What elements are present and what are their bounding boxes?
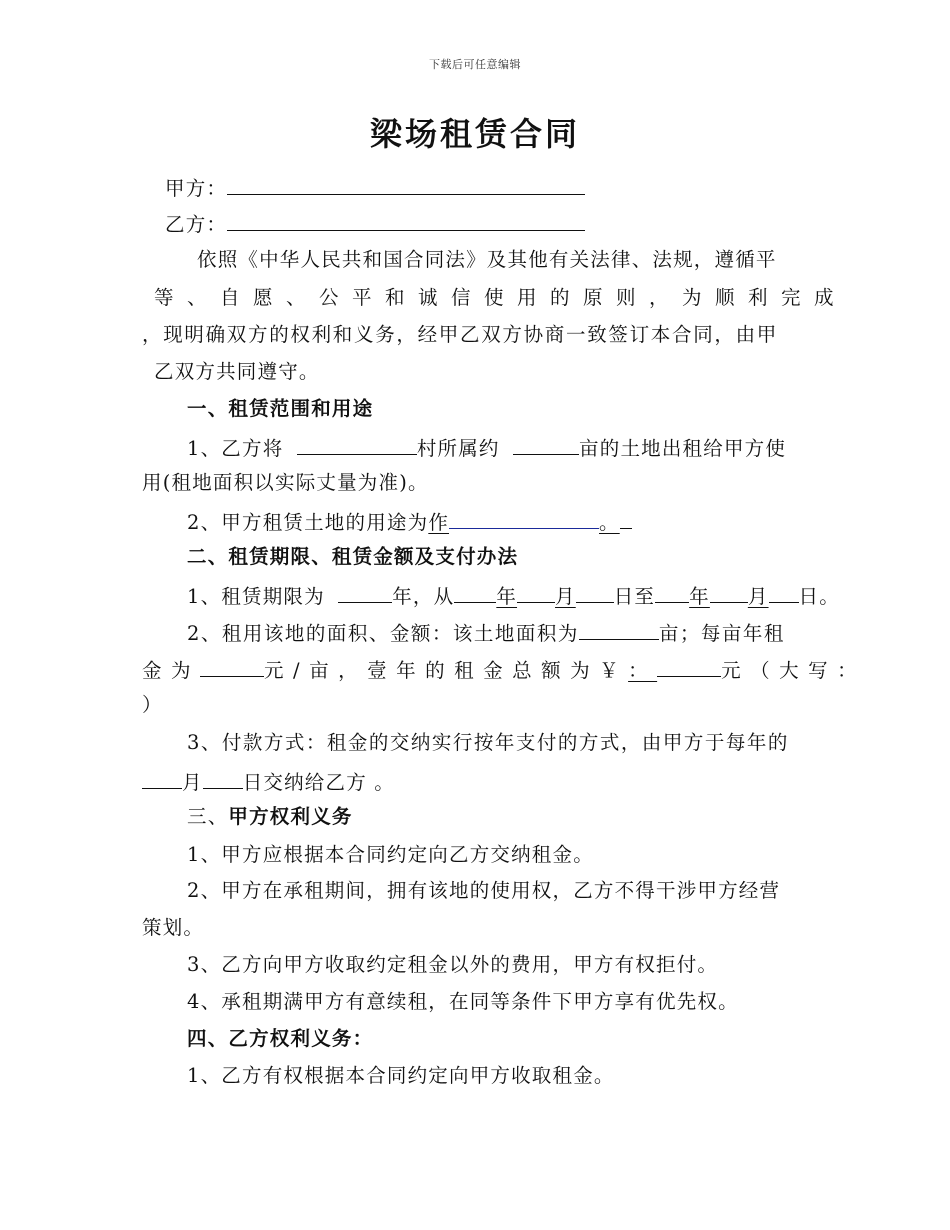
sec2-clause-1 (187, 582, 840, 609)
intro-line-2: 等、自愿、公平和诚信使用的原则，为顺利完成 (154, 286, 848, 309)
sec2-c1-text: 1、租赁期限为 (187, 585, 325, 608)
sec2-c2-text-c: 金为 (142, 659, 201, 682)
page-header-note: 下载后可任意编辑 (429, 58, 521, 71)
pay-month-blank (142, 768, 182, 789)
total-colon: ： (628, 659, 658, 682)
party-b-label: 乙方： (165, 213, 228, 236)
total-rent-blank (657, 656, 721, 677)
party-a-label: 甲方： (165, 177, 228, 200)
contract-title: 梁场租赁合同 (369, 115, 580, 153)
sec3-clause-4: 4、承租期满甲方有意续租，在同等条件下甲方享有优先权。 (187, 990, 739, 1013)
party-a-line (165, 174, 585, 201)
section-3-heading (187, 805, 353, 829)
purpose-tail (620, 508, 632, 529)
purpose-prefix: 作 (428, 511, 450, 534)
sec2-c2-text-b: 亩；每亩年租 (658, 622, 785, 645)
start-month-blank (517, 582, 555, 603)
purpose-period: 。 (599, 511, 620, 534)
purpose-blank (449, 508, 599, 529)
intro-line-4: 乙双方共同遵守。 (154, 360, 320, 383)
end-year-blank (655, 582, 689, 603)
section-3-title: 甲方权利义务 (228, 805, 353, 828)
pay-day-text: 日交纳给乙方 。 (242, 771, 396, 794)
sec2-c2-text-e: 元（大写： (721, 659, 867, 682)
start-day-blank (576, 582, 614, 603)
sec2-c2-text-d: 元/亩，壹年的租金总额为￥ (264, 659, 629, 682)
section-4-heading: 四、乙方权利义务： (187, 1027, 374, 1050)
end-day-label: 日。 (798, 585, 840, 608)
intro-line-1: 依照《中华人民共和国合同法》及其他有关法律、法规，遵循平 (197, 248, 777, 271)
sec2-clause-3-cont (142, 768, 395, 795)
start-year-label: 年 (496, 585, 518, 608)
party-b-blank (227, 210, 585, 231)
end-month-blank (710, 582, 748, 603)
section-2-heading: 二、租赁期限、租赁金额及支付办法 (187, 545, 519, 568)
land-area-blank (579, 619, 659, 640)
start-year-blank (454, 582, 496, 603)
sec3-clause-2: 2、甲方在承租期间，拥有该地的使用权，乙方不得干涉甲方经营 (187, 879, 781, 902)
sec2-clause-2-close: ） (142, 693, 163, 716)
start-month-label: 月 (555, 585, 576, 608)
section-1-heading: 一、租赁范围和用途 (187, 397, 374, 420)
intro-line-3: ，现明确双方的权利和义务，经甲乙双方协商一致签订本合同，由甲 (142, 323, 779, 346)
sec2-clause-2-cont (142, 656, 866, 683)
party-b-line (165, 210, 585, 237)
sec2-clause-2 (187, 619, 785, 646)
sec1-c1-text-a: 1、乙方将 (187, 437, 284, 460)
area-mu-blank (513, 434, 579, 455)
sec3-clause-1: 1、甲方应根据本合同约定向乙方交纳租金。 (187, 843, 594, 866)
sec1-clause-1-cont: 用(租地面积以实际丈量为准)。 (142, 471, 429, 494)
sec1-c1-text-b: 村所属约 (416, 437, 500, 460)
sec1-c1-text-c: 亩的土地出租给甲方使 (579, 437, 787, 460)
section-3-number: 三、 (187, 805, 229, 828)
sec2-c2-text-a: 2、租用该地的面积、金额：该土地面积为 (187, 622, 579, 645)
party-a-blank (227, 174, 585, 195)
sec3-clause-2-cont: 策划。 (142, 916, 205, 939)
sec3-clause-3: 3、乙方向甲方收取约定租金以外的费用，甲方有权拒付。 (187, 953, 719, 976)
start-day-label: 日至 (613, 585, 656, 608)
sec4-clause-1: 1、乙方有权根据本合同约定向甲方收取租金。 (187, 1064, 615, 1087)
sec1-c2-text-a: 2、甲方租赁土地的用途为 (187, 511, 429, 534)
rent-per-mu-blank (200, 656, 264, 677)
sec1-clause-1 (187, 434, 786, 461)
village-blank (297, 434, 417, 455)
pay-day-blank (203, 768, 243, 789)
end-month-label: 月 (747, 585, 769, 608)
pay-month-label: 月 (182, 771, 203, 794)
end-year-label: 年 (689, 585, 710, 608)
sec1-clause-2 (187, 508, 632, 535)
sec2-clause-3: 3、付款方式：租金的交纳实行按年支付的方式，由甲方于每年的 (187, 731, 789, 754)
term-years-blank (338, 582, 392, 603)
sec2-c1-year-from: 年，从 (392, 585, 455, 608)
end-day-blank (769, 582, 799, 603)
